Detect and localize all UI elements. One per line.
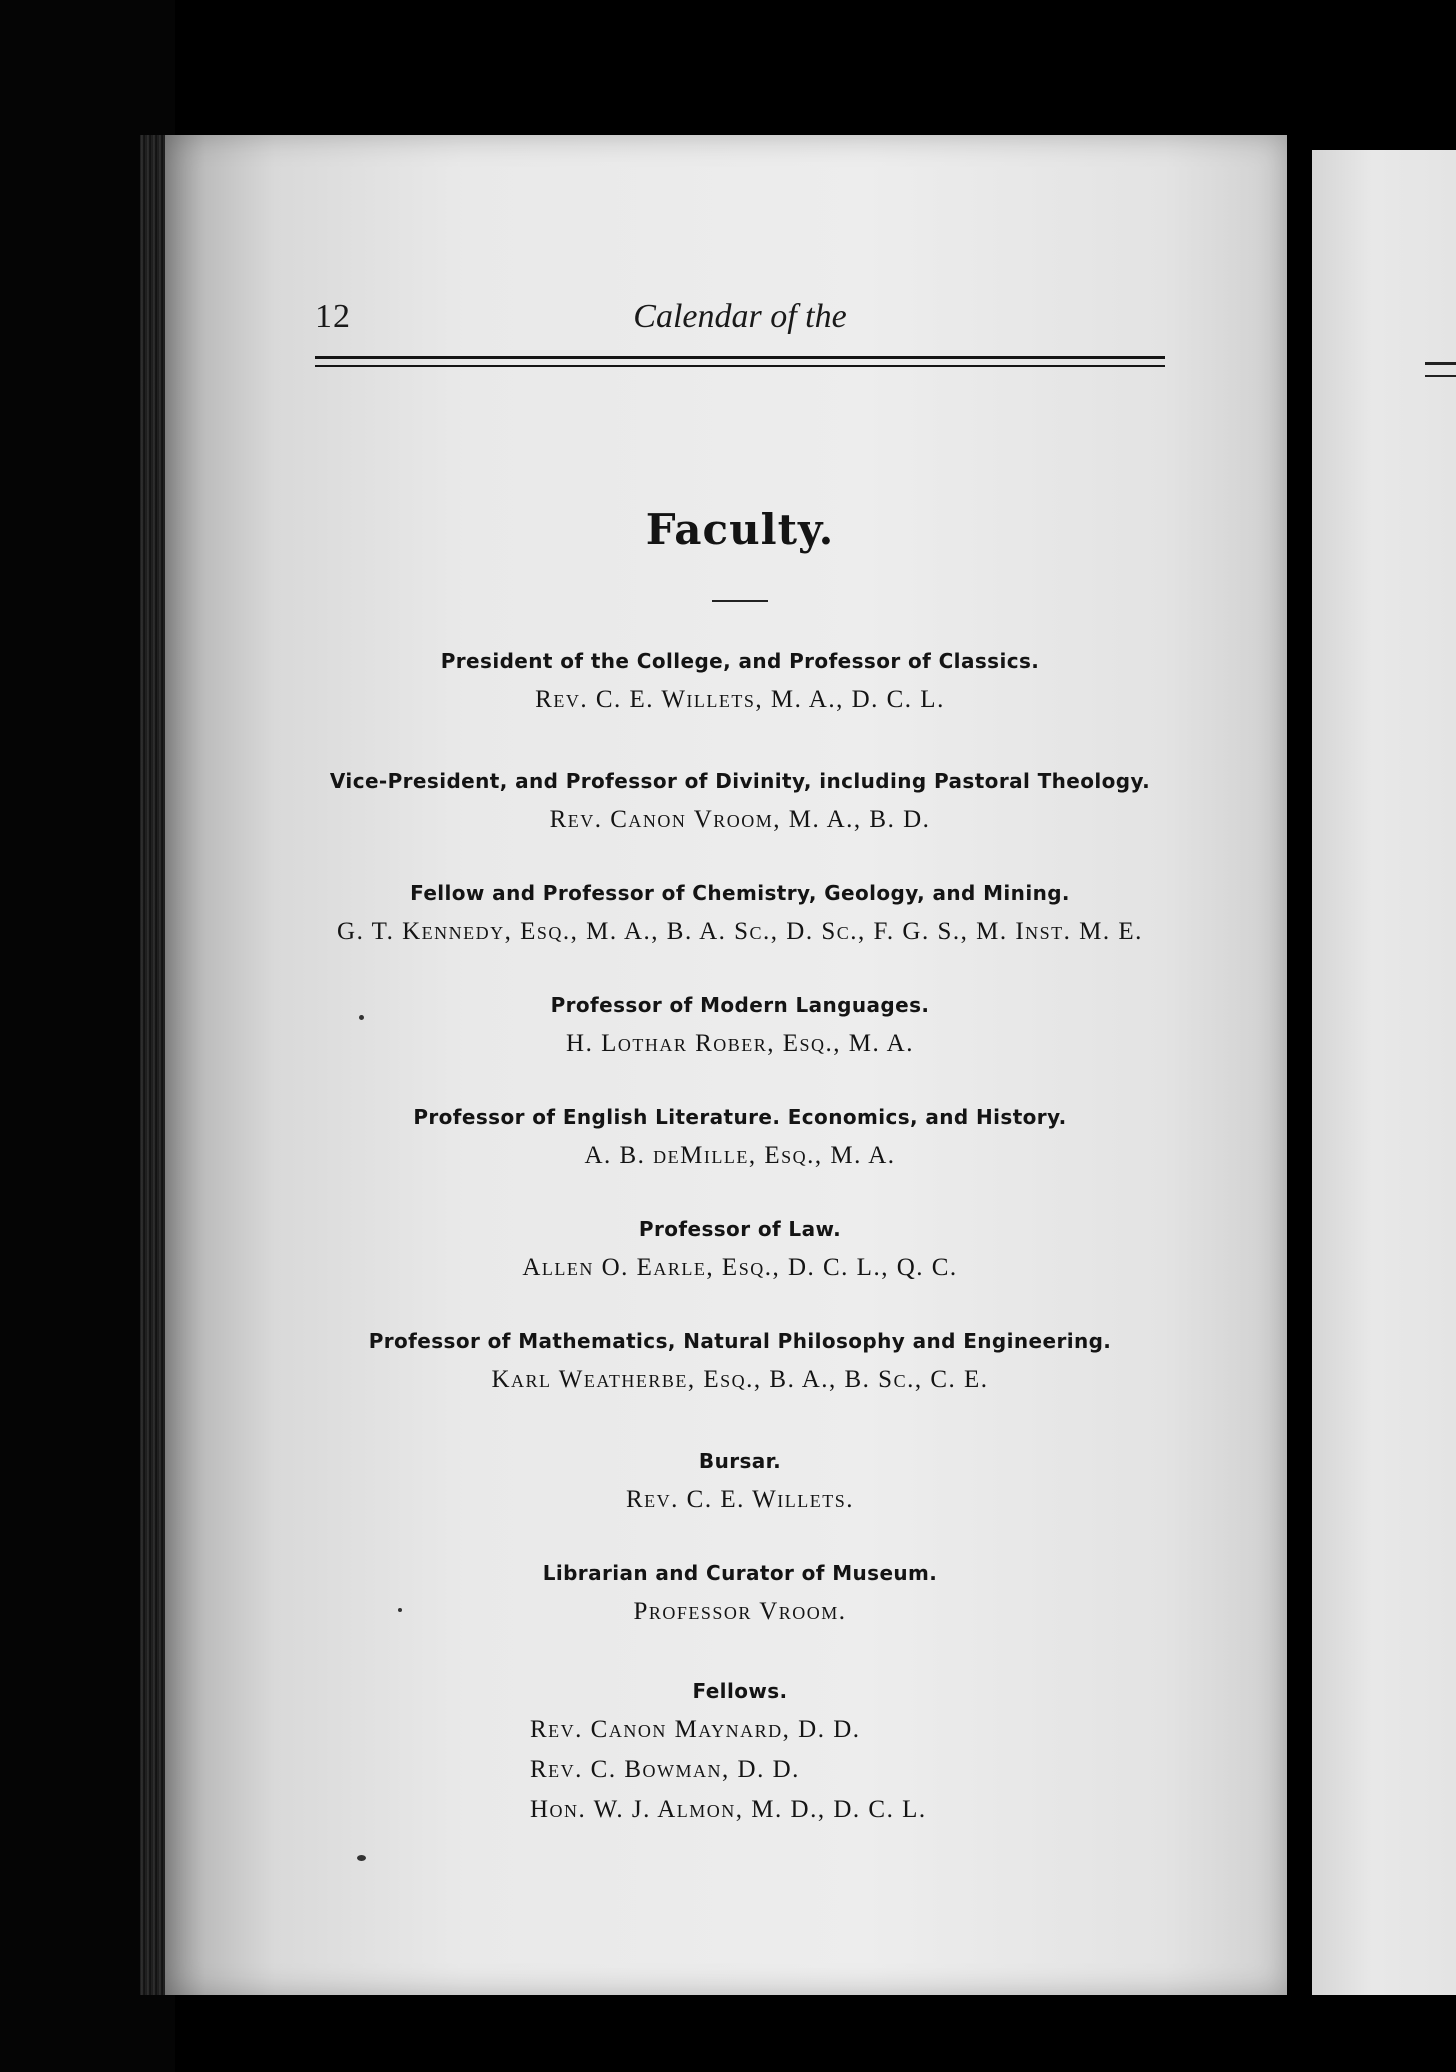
entry-heading: Fellow and Professor of Chemistry, Geology, and Mining. (410, 881, 1070, 905)
page-number: 12 (315, 298, 351, 335)
print-speck (398, 1608, 402, 1612)
title-rule (712, 600, 768, 602)
entry-name: Allen O. Earle, Esq., D. C. L., Q. C. (522, 1254, 958, 1281)
fellow-name: Hon. W. J. Almon, M. D., D. C. L. (530, 1796, 927, 1823)
faculty-entry (315, 762, 1165, 840)
fellows-list (530, 1710, 950, 1830)
header-rule (315, 356, 1165, 367)
entry-name: A. B. deMille, Esq., M. A. (584, 1142, 896, 1169)
entry-name: G. T. Kennedy, Esq., M. A., B. A. Sc., D. Sc., F. G. S., M. Inst. M. E. (337, 918, 1143, 945)
entry-name: Rev. C. E. Willets. (626, 1486, 854, 1513)
facing-page-edge (1312, 150, 1456, 1995)
facing-page-rule (1425, 362, 1456, 377)
entry-name: Rev. Canon Vroom, M. A., B. D. (549, 806, 931, 833)
entry-name: Karl Weatherbe, Esq., B. A., B. Sc., C. E. (491, 1366, 989, 1393)
faculty-entry (315, 986, 1165, 1064)
entry-heading: Professor of Modern Languages. (550, 993, 930, 1017)
print-speck (357, 1855, 366, 1861)
fellow-name: Rev. Canon Maynard, D. D. (530, 1716, 861, 1743)
entry-heading: Bursar. (698, 1449, 782, 1473)
faculty-entry (315, 1098, 1165, 1176)
fellows-section (315, 1672, 1165, 1830)
faculty-entry (315, 1554, 1165, 1632)
faculty-section (315, 500, 1165, 1864)
section-title: Faculty. (645, 505, 835, 554)
faculty-entry (315, 642, 1165, 720)
print-speck (359, 1015, 364, 1020)
faculty-entry (315, 1442, 1165, 1520)
entry-name: Professor Vroom. (633, 1598, 847, 1625)
running-head: Calendar of the (633, 298, 847, 335)
entry-heading: Librarian and Curator of Museum. (542, 1561, 938, 1585)
faculty-entry (315, 874, 1165, 952)
fellow-name: Rev. C. Bowman, D. D. (530, 1756, 800, 1783)
page-header (315, 290, 1165, 350)
entry-heading: Vice-President, and Professor of Divinity, including Pastoral Theology. (329, 769, 1151, 793)
entry-name: Rev. C. E. Willets, M. A., D. C. L. (535, 686, 945, 713)
entry-heading: Professor of Mathematics, Natural Philosophy and Engineering. (368, 1329, 1112, 1353)
faculty-entry (315, 1322, 1165, 1400)
faculty-entry (315, 1210, 1165, 1288)
entry-heading: President of the College, and Professor of Classics. (440, 649, 1040, 673)
entry-heading: Professor of Law. (638, 1217, 842, 1241)
entry-heading: Professor of English Literature. Economics, and History. (413, 1105, 1067, 1129)
fellows-heading: Fellows. (692, 1679, 788, 1703)
entry-name: H. Lothar Rober, Esq., M. A. (566, 1030, 914, 1057)
